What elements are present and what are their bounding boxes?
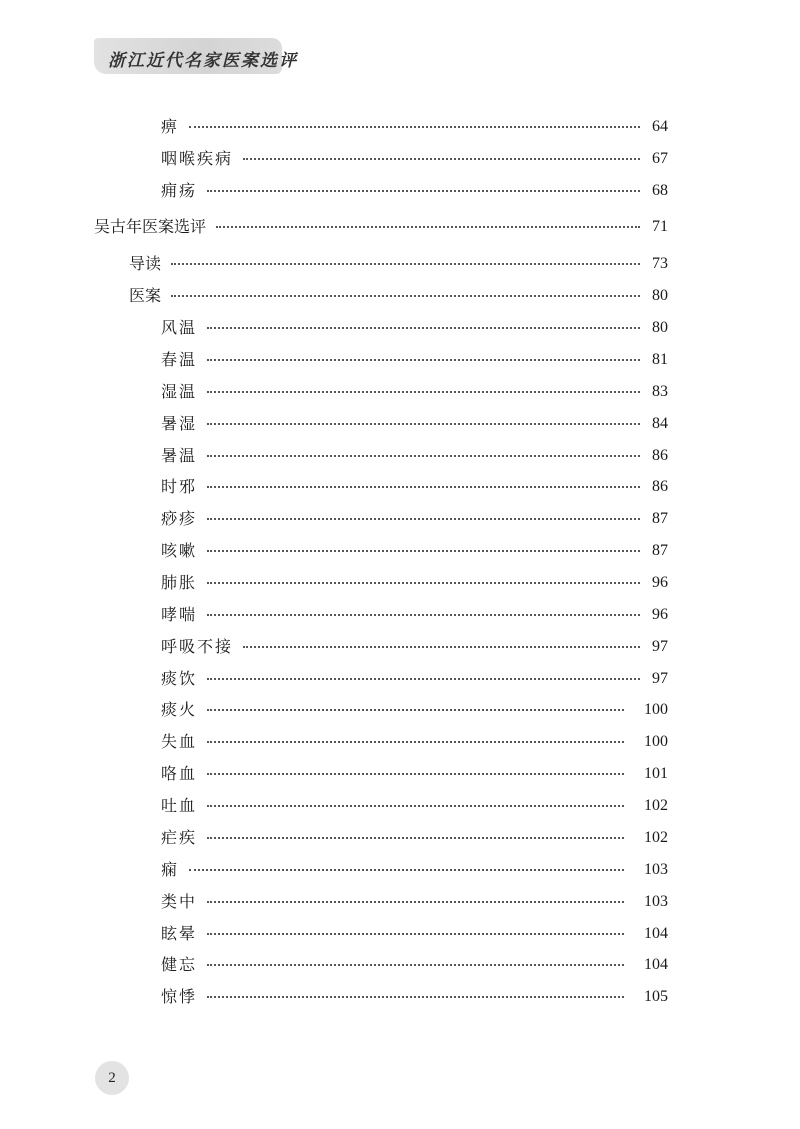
toc-entry-title: 吐血 — [161, 796, 198, 815]
toc-leader-dots — [189, 126, 640, 128]
toc-leader-dots — [216, 226, 640, 228]
toc-entry — [0, 178, 800, 204]
toc-entry-page: 68 — [652, 182, 668, 199]
toc-entry — [0, 411, 800, 437]
toc-entry — [0, 347, 800, 373]
toc-entry — [0, 984, 800, 1010]
toc-entry-title: 眩晕 — [161, 924, 198, 943]
toc-entry-page: 84 — [652, 415, 668, 432]
toc-entry-page: 100 — [644, 733, 668, 750]
toc-entry-page: 83 — [652, 383, 668, 400]
toc-entry-page: 86 — [652, 447, 668, 464]
toc-leader-dots — [207, 582, 640, 584]
toc-entry — [0, 538, 800, 564]
toc-entry-title: 咽喉疾病 — [161, 149, 234, 168]
toc-entry — [0, 889, 800, 915]
toc-leader-dots — [207, 190, 640, 192]
toc-entry-page: 81 — [652, 351, 668, 368]
toc-entry-title: 类中 — [161, 892, 198, 911]
toc-leader-dots — [207, 805, 624, 807]
toc-entry — [0, 474, 800, 500]
toc-entry — [0, 825, 800, 851]
toc-entry-page: 100 — [644, 701, 668, 718]
toc-entry-title: 痰火 — [161, 700, 198, 719]
toc-leader-dots — [207, 455, 640, 457]
toc-entry — [0, 283, 800, 309]
toc-entry — [0, 315, 800, 341]
toc-entry-page: 80 — [652, 287, 668, 304]
toc-leader-dots — [207, 996, 624, 998]
toc-leader-dots — [207, 518, 640, 520]
toc-entry-page: 101 — [644, 765, 668, 782]
toc-entry — [0, 506, 800, 532]
toc-entry-page: 73 — [652, 255, 668, 272]
toc-entry-page: 67 — [652, 150, 668, 167]
toc-entry-title: 疟疾 — [161, 828, 198, 847]
toc-entry-title: 医案 — [129, 286, 162, 305]
toc-entry-title: 湿温 — [161, 382, 198, 401]
toc-leader-dots — [207, 964, 624, 966]
toc-entry — [0, 857, 800, 883]
toc-entry-title: 痫 — [161, 860, 180, 879]
toc-entry-page: 97 — [652, 638, 668, 655]
toc-entry-title: 失血 — [161, 732, 198, 751]
toc-leader-dots — [207, 423, 640, 425]
toc-leader-dots — [243, 646, 640, 648]
toc-entry — [0, 443, 800, 469]
toc-entry-title: 哮喘 — [161, 605, 198, 624]
toc-entry-title: 惊悸 — [161, 987, 198, 1006]
toc-leader-dots — [207, 359, 640, 361]
toc-entry-title: 春温 — [161, 350, 198, 369]
toc-entry-page: 105 — [644, 988, 668, 1005]
page-number: 2 — [95, 1061, 129, 1095]
toc-entry — [0, 729, 800, 755]
toc-entry-title: 风温 — [161, 318, 198, 337]
toc-entry-title: 痈疡 — [161, 181, 198, 200]
toc-entry — [0, 761, 800, 787]
toc-leader-dots — [207, 773, 624, 775]
toc-entry-title: 导读 — [129, 254, 162, 273]
toc-entry — [0, 214, 800, 240]
toc-entry-page: 80 — [652, 319, 668, 336]
toc-entry — [0, 602, 800, 628]
toc-entry-title: 肺胀 — [161, 573, 198, 592]
toc-entry-title: 健忘 — [161, 955, 198, 974]
toc-leader-dots — [171, 295, 640, 297]
toc-leader-dots — [171, 263, 640, 265]
toc-entry-title: 痰饮 — [161, 669, 198, 688]
toc-entry-page: 64 — [652, 118, 668, 135]
toc-entry — [0, 921, 800, 947]
toc-entry — [0, 251, 800, 277]
toc-entry-page: 104 — [644, 925, 668, 942]
toc-leader-dots — [207, 741, 624, 743]
toc-leader-dots — [207, 933, 624, 935]
toc-entry-page: 86 — [652, 478, 668, 495]
toc-entry-page: 97 — [652, 670, 668, 687]
toc-leader-dots — [207, 550, 640, 552]
toc-leader-dots — [207, 901, 624, 903]
toc-entry-page: 71 — [652, 218, 668, 235]
toc-entry — [0, 146, 800, 172]
toc-leader-dots — [243, 158, 640, 160]
toc-entry-page: 103 — [644, 893, 668, 910]
toc-entry-title: 咯血 — [161, 764, 198, 783]
toc-entry — [0, 666, 800, 692]
toc-entry-page: 96 — [652, 574, 668, 591]
toc-entry-title: 暑温 — [161, 446, 198, 465]
toc-entry-title: 时邪 — [161, 477, 198, 496]
toc-entry-page: 104 — [644, 956, 668, 973]
toc-entry — [0, 379, 800, 405]
toc-leader-dots — [207, 678, 640, 680]
toc-entry-page: 87 — [652, 542, 668, 559]
toc-leader-dots — [207, 391, 640, 393]
toc-entry — [0, 114, 800, 140]
toc-entry — [0, 793, 800, 819]
toc-entry-page: 87 — [652, 510, 668, 527]
toc-entry-page: 103 — [644, 861, 668, 878]
toc-entry-title: 咳嗽 — [161, 541, 198, 560]
toc-leader-dots — [207, 327, 640, 329]
toc-entry-page: 96 — [652, 606, 668, 623]
book-title: 浙江近代名家医案选评 — [108, 51, 298, 71]
toc-leader-dots — [207, 709, 624, 711]
toc-entry-title: 痧疹 — [161, 509, 198, 528]
toc-leader-dots — [189, 869, 624, 871]
toc-entry — [0, 697, 800, 723]
toc-entry-title: 痹 — [161, 117, 180, 136]
toc-leader-dots — [207, 837, 624, 839]
toc-entry — [0, 570, 800, 596]
toc-leader-dots — [207, 614, 640, 616]
toc-entry-title: 呼吸不接 — [161, 637, 234, 656]
toc-leader-dots — [207, 486, 640, 488]
toc-entry-page: 102 — [644, 797, 668, 814]
toc-entry-title: 暑湿 — [161, 414, 198, 433]
toc-entry — [0, 952, 800, 978]
toc-entry-title: 吴古年医案选评 — [94, 217, 207, 236]
toc-entry-page: 102 — [644, 829, 668, 846]
toc-entry — [0, 634, 800, 660]
